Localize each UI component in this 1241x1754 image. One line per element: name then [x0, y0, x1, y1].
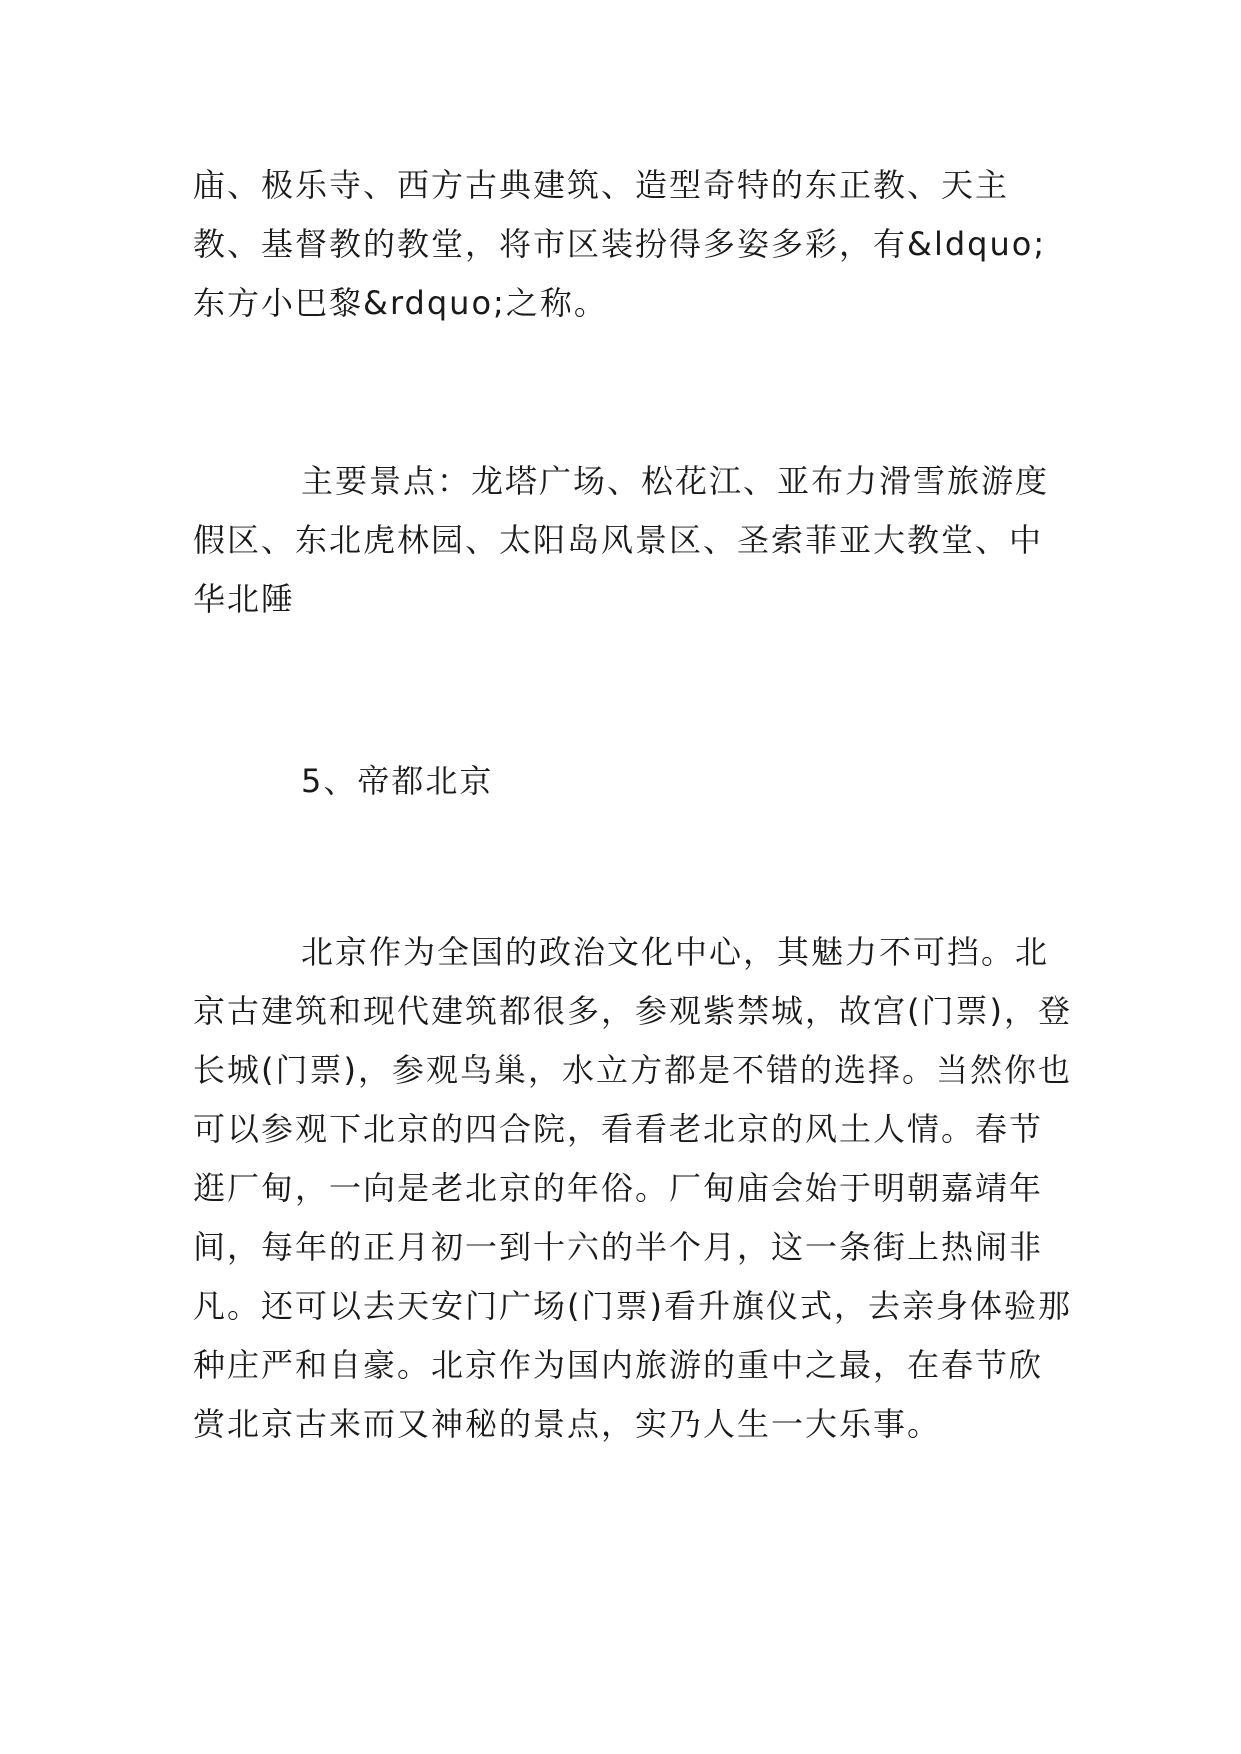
paragraph-beijing-description: 北京作为全国的政治文化中心，其魅力不可挡。北京古建筑和现代建筑都很多，参观紫禁城，故宫(门票)，登长城(门票)，参观鸟巢，水立方都是不错的选择。当然你也可以参观下北京的四合院，看看老北京的风土人情。春节逛厂甸，一向是老北京的年俗。厂甸庙会始于明朝嘉靖年间，每年的正月初一到十六的半个月，这一条街上热闹非凡。还可以去天安门广场(门票)看升旗仪式，去亲身体验那种庄严和自豪。北京作为国内旅游的重中之最，在春节欣赏北京古来而又神秘的景点，实乃人生一大乐事。	[193, 933, 1072, 1443]
section-heading-beijing: 5、帝都北京	[301, 762, 494, 800]
paragraph-harbin-attractions: 主要景点：龙塔广场、松花江、亚布力滑雪旅游度假区、东北虎林园、太阳岛风景区、圣索菲亚大教堂、中华北陲	[193, 462, 1050, 618]
paragraph-harbin-architecture: 庙、极乐寺、西方古典建筑、造型奇特的东正教、天主教、基督教的教堂，将市区装扮得多姿多彩，有&ldquo;东方小巴黎&rdquo;之称。	[193, 166, 1047, 322]
